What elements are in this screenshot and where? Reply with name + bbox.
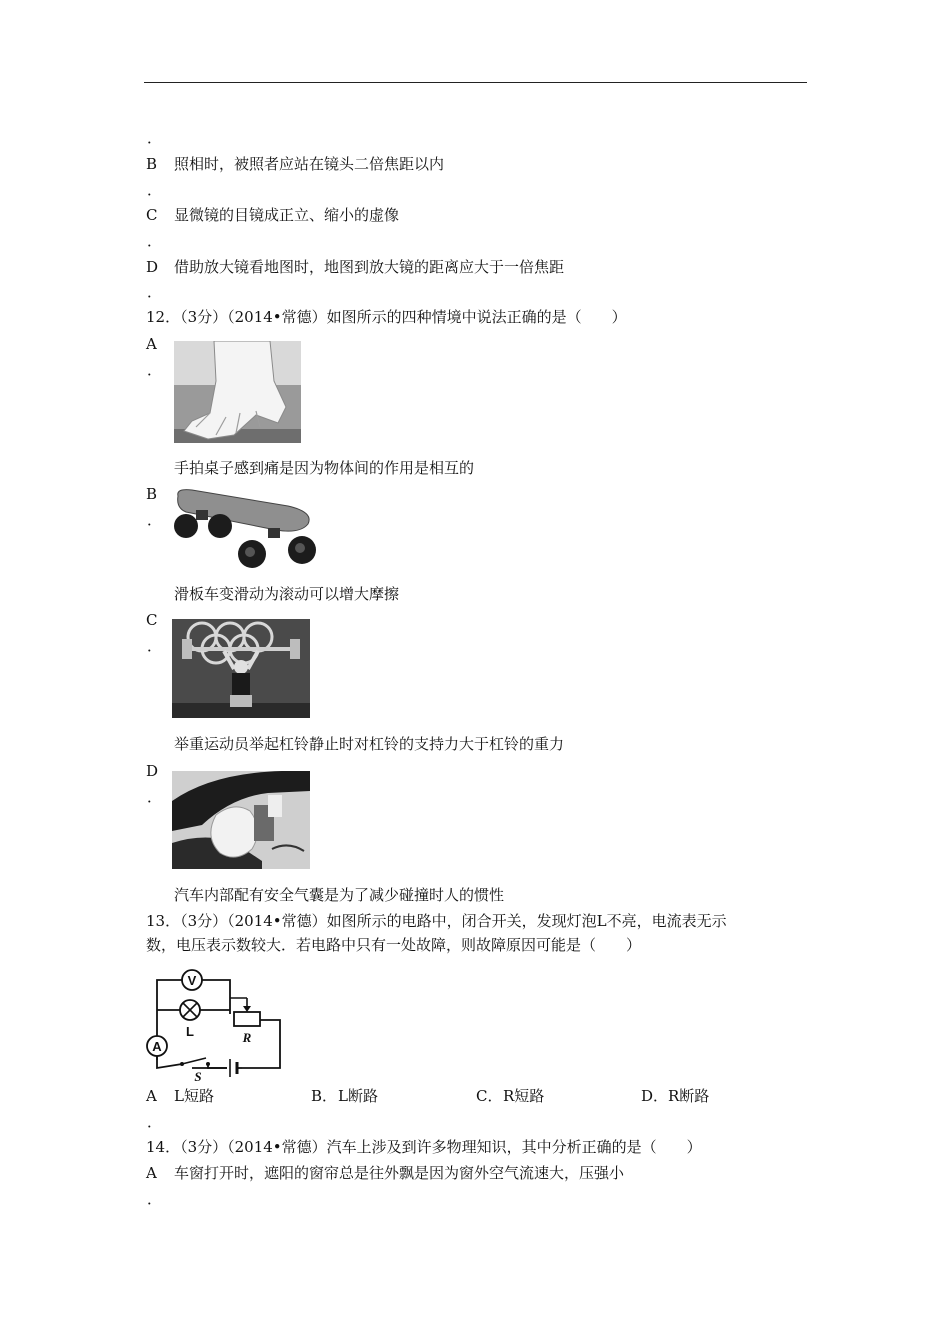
- svg-text:V: V: [187, 973, 197, 988]
- header-rule: [144, 82, 807, 83]
- switch-symbol: [180, 1058, 227, 1082]
- option-dot: ．: [147, 1113, 163, 1131]
- option-dot: ．: [147, 181, 163, 199]
- q13-option-a-text: L短路: [174, 1087, 214, 1105]
- ammeter-symbol: [147, 1036, 167, 1056]
- svg-text:S: S: [194, 1069, 202, 1082]
- option-dot: ．: [147, 788, 163, 806]
- rheostat-symbol: [230, 998, 260, 1045]
- q12-option-c-label: C: [146, 611, 158, 629]
- weightlifter-photo-icon: [172, 619, 310, 718]
- q13-option-b-text: L断路: [338, 1087, 378, 1105]
- svg-text:R: R: [242, 1030, 252, 1045]
- car-airbag-photo-icon: [172, 771, 310, 869]
- svg-text:L: L: [186, 1024, 194, 1039]
- q13-option-d-text: R断路: [668, 1087, 710, 1105]
- q11-option-c-text: 显微镜的目镜成正立、缩小的虚像: [174, 206, 400, 224]
- q12-option-a-label: A: [146, 335, 157, 353]
- q13-option-c-text: R短路: [503, 1087, 545, 1105]
- q11-option-b-text: 照相时，被照者应站在镜头二倍焦距以内: [174, 155, 445, 173]
- option-dot: ．: [147, 361, 163, 379]
- q12-option-b-text: 滑板车变滑动为滚动可以增大摩擦: [174, 585, 400, 603]
- q12-stem: 12．（3分）（2014•常德）如图所示的四种情境中说法正确的是（ ）: [146, 308, 627, 326]
- q12-option-c-text: 举重运动员举起杠铃静止时对杠铃的支持力大于杠铃的重力: [174, 735, 565, 753]
- battery-symbol: [230, 1059, 242, 1077]
- option-dot: ．: [147, 129, 163, 147]
- q13-option-b-label: B．: [311, 1087, 338, 1105]
- q13-stem-line-2: 数，电压表示数较大．若电路中只有一处故障，则故障原因可能是（ ）: [146, 936, 642, 954]
- q13-option-c-label: C．: [476, 1087, 503, 1105]
- q11-option-b-label: B: [146, 155, 158, 173]
- svg-text:A: A: [152, 1039, 162, 1054]
- q12-option-d-text: 汽车内部配有安全气囊是为了减少碰撞时人的惯性: [174, 886, 505, 904]
- skateboard-photo-icon: [172, 486, 318, 574]
- q14-option-a-text: 车窗打开时，遮阳的窗帘总是往外飘是因为窗外空气流速大，压强小: [174, 1164, 625, 1182]
- q12-option-d-label: D: [146, 762, 159, 780]
- lamp-symbol: [180, 1000, 200, 1039]
- option-dot: ．: [147, 232, 163, 250]
- q11-option-d-label: D: [146, 258, 159, 276]
- q13-option-a-label: A: [146, 1087, 157, 1105]
- q14-stem: 14．（3分）（2014•常德）汽车上涉及到许多物理知识，其中分析正确的是（ ）: [146, 1138, 702, 1156]
- hand-on-table-photo-icon: [174, 341, 301, 443]
- option-dot: ．: [147, 1190, 163, 1208]
- q13-stem-line-1: 13．（3分）（2014•常德）如图所示的电路中，闭合开关，发现灯泡L不亮，电流表无示: [146, 912, 727, 930]
- option-dot: ．: [147, 511, 163, 529]
- q11-option-c-label: C: [146, 206, 158, 224]
- circuit-diagram: [140, 960, 290, 1082]
- option-dot: ．: [147, 637, 163, 655]
- q12-option-a-text: 手拍桌子感到痛是因为物体间的作用是相互的: [174, 459, 475, 477]
- q13-option-d-label: D．: [641, 1087, 669, 1105]
- option-dot: ．: [147, 283, 163, 301]
- q12-option-b-label: B: [146, 485, 158, 503]
- q11-option-d-text: 借助放大镜看地图时，地图到放大镜的距离应大于一倍焦距: [174, 258, 565, 276]
- q14-option-a-label: A: [146, 1164, 157, 1182]
- voltmeter-symbol: [182, 970, 202, 990]
